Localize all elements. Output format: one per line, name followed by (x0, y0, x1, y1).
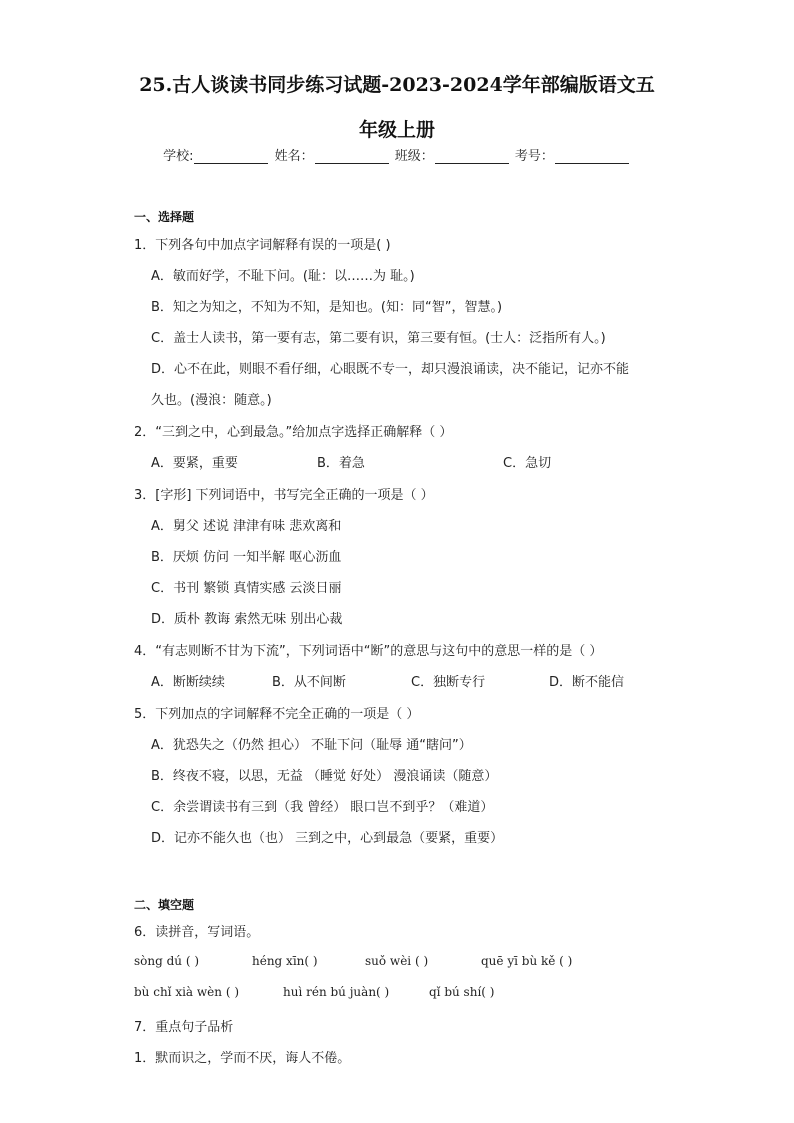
q6-pinyin-queyibuke[interactable]: quē yī bù kě ( ) (481, 954, 573, 968)
q1-option-d-line1: D．心不在此，则眼不看仔细，心眼既不专一，却只漫浪诵读，决不能记，记亦不能 (151, 362, 630, 377)
q6-pinyin-qibushi[interactable]: qǐ bú shí( ) (429, 985, 495, 999)
q3-option-a: A．舅父 述说 津津有味 悲欢离和 (151, 519, 342, 534)
worksheet-title-line2: 年级上册 (358, 119, 435, 141)
q6-stem: 6．读拼音，写词语。 (134, 925, 260, 940)
q3-option-b: B．厌烦 仿问 一知半解 呕心沥血 (151, 550, 342, 565)
q6-pinyin-songdu[interactable]: sòng dú ( ) (134, 954, 200, 968)
class-label: 班级： (394, 149, 434, 164)
section-fill-heading: 二、填空题 (134, 898, 195, 912)
school-label: 学校: (163, 149, 194, 164)
section-choice-heading: 一、选择题 (134, 210, 195, 224)
q5-option-c: C．余尝谓读书有三到（我 曾经） 眼口岂不到乎？（难道） (151, 800, 494, 815)
name-blank[interactable] (315, 149, 389, 164)
worksheet-title-line1: 25.古人谈读书同步练习试题-2023-2024学年部编版语文五 (139, 74, 655, 96)
school-blank[interactable] (194, 149, 268, 164)
q4-option-b: B．从不间断 (272, 675, 346, 690)
student-info-row (0, 145, 794, 164)
q3-stem: 3．[字形] 下列词语中，书写完全正确的一项是（ ） (134, 488, 434, 503)
q4-option-d: D．断不能信 (549, 675, 625, 690)
q1-option-b: B．知之为知之，不知为不知，是知也。(知：同“智”，智慧。) (151, 300, 503, 315)
name-label: 姓名： (274, 149, 314, 164)
q4-stem: 4．“有志则断不甘为下流”，下列词语中“断”的意思与这句中的意思一样的是（ ） (134, 644, 603, 659)
q1-stem: 1．下列各句中加点字词解释有误的一项是( ) (134, 238, 391, 253)
q1-option-a: A．敏而好学，不耻下问。(耻：以……为 耻。) (151, 269, 415, 284)
q2-stem: 2．“三到之中，心到最急。”给加点字选择正确解释（ ） (134, 425, 453, 440)
q4-option-a: A．断断续续 (151, 675, 225, 690)
q6-pinyin-hengxin[interactable]: héng xīn( ) (252, 954, 318, 968)
q6-pinyin-huirenbujuan[interactable]: huì rén bú juàn( ) (283, 985, 390, 999)
q1-option-c: C．盖士人读书，第一要有志，第二要有识，第三要有恒。(士人：泛指所有人。) (151, 331, 606, 346)
exam-number-blank[interactable] (555, 149, 629, 164)
q5-stem: 5．下列加点的字词解释不完全正确的一项是（ ） (134, 707, 420, 722)
exam-number-label: 考号： (514, 149, 554, 164)
class-blank[interactable] (435, 149, 509, 164)
q5-option-b: B．终夜不寝，以思，无益 （睡觉 好处） 漫浪诵读（随意） (151, 769, 498, 784)
q2-option-a: A．要紧，重要 (151, 456, 238, 471)
q5-option-a: A．犹恐失之（仍然 担心） 不耻下问（耻辱 通“瞎问”） (151, 738, 472, 753)
q4-option-c: C．独断专行 (411, 675, 486, 690)
q2-option-b: B．着急 (317, 456, 365, 471)
q5-option-d: D．记亦不能久也（也） 三到之中，心到最急（要紧，重要） (151, 831, 504, 846)
q2-option-c: C．急切 (503, 456, 552, 471)
q6-pinyin-buchixiawen[interactable]: bù chǐ xià wèn ( ) (134, 985, 239, 999)
q1-option-d-line2: 久也。(漫浪：随意。) (151, 393, 272, 408)
q7-stem: 7．重点句子品析 (134, 1020, 234, 1035)
q6-pinyin-suowei[interactable]: suǒ wèi ( ) (365, 954, 429, 968)
q3-option-d: D．质朴 教诲 索然无味 别出心裁 (151, 612, 343, 627)
q7-subquestion-1: 1．默而识之，学而不厌，诲人不倦。 (134, 1051, 351, 1066)
q3-option-c: C．书刊 繁锁 真情实感 云淡日丽 (151, 581, 342, 596)
